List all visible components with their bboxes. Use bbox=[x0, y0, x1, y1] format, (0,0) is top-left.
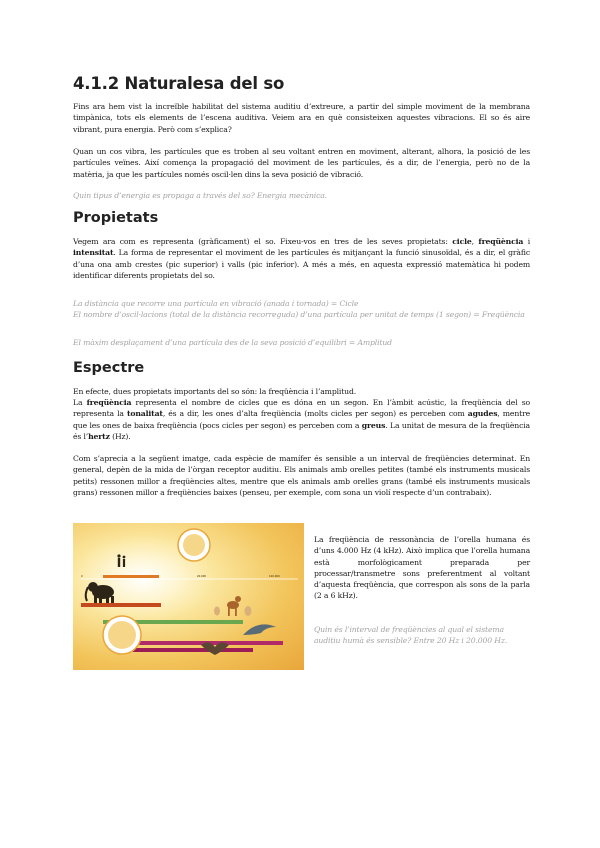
dolphin-icon bbox=[243, 624, 276, 635]
term-cicle: cicle bbox=[452, 237, 472, 246]
svg-text:100.000: 100.000 bbox=[269, 575, 280, 578]
propietats-heading: Propietats bbox=[73, 210, 159, 226]
dog-icon bbox=[227, 596, 241, 616]
espectre-paragraph-1: En efecte, dues propietats importants del so són: la freqüència i l’amplitud. bbox=[73, 387, 357, 396]
side-question: Quin és l’interval de freqüències al qual el sistema auditiu humà és sensible? Entre 20 Hz i 20.000 Hz. bbox=[314, 625, 508, 646]
term-intensitat: intensitat bbox=[73, 248, 114, 258]
propietats-question-2: El nombre d’oscil·lacions (total de la distància recorreguda) d’una partícula per unitat de temps (1 segon) = Freqüència bbox=[73, 310, 525, 319]
term-tonalitat: tonalitat bbox=[126, 409, 163, 419]
term-hertz: hertz bbox=[88, 431, 110, 441]
term-agudes: agudes bbox=[467, 409, 498, 419]
svg-text:0: 0 bbox=[81, 575, 83, 578]
term-greus: greus bbox=[361, 420, 386, 430]
section-heading: 4.1.2 Naturalesa del so bbox=[73, 74, 285, 93]
term-frequencia-2: freqüència bbox=[86, 398, 132, 407]
human-range-bar bbox=[103, 575, 159, 578]
intro-question: Quin tipus d’energia es propaga a través del so? Energia mecànica. bbox=[73, 191, 327, 200]
espectre-paragraph-3: Com s’aprecia a la següent imatge, cada espècie de mamífer és sensible a un interval de freqüències determinat. En general, depèn de la mida de l’òrgan receptor auditiu. Els animals amb orelles petites (també els instruments musicals petits) ressonen millor a freqüències altes, mentre que els animals amb orelles grans (també els instruments musicals grans) ressonen millor a freqüències baixes (penseu, per exemple, com sona un violí respecte d’un contrabaix). bbox=[73, 454, 530, 497]
zoom-circle-top bbox=[178, 529, 210, 561]
bat-range-bar bbox=[133, 648, 253, 652]
propietats-question-1: La distància que recorre una partícula en vibració (anada i tornada) = Cicle bbox=[73, 299, 359, 308]
espectre-heading: Espectre bbox=[73, 360, 145, 376]
espectre-paragraph-2: La freqüència representa el nombre de cicles que es dóna en un segon. En l’àmbit acústic, la freqüència del so representa la tonalitat, és a dir, les ones d’alta freqüència (molts cicles per segon) es perceben com agudes, mentre que les ones de baixa freqüència (pocs cicles per segon) es perceben com a greus. La unitat de mesura de la freqüència és l’hertz (Hz). bbox=[73, 398, 530, 441]
svg-text:20.000: 20.000 bbox=[197, 575, 207, 578]
intro-paragraph-1: Fins ara hem vist la increïble habilitat del sistema auditiu d’extreure, a partir del simple moviment de la membrana timpànica, tots els elements de l’escena auditiva. Veiem ara en què consisteixen aquestes vibracions. El so és aire vibrant, pura energia. Però com s’explica? bbox=[73, 102, 530, 134]
propietats-paragraph: Vegem ara com es representa (gràficament) el so. Fixeu-vos en tres de les seves propietats: cicle, freqüència i intensitat. La forma de representar el moviment de les partícules és mitjançant la funció sinusoïdal, és a dir, el gràfic d’una ona amb crestes (pic superior) i valls (pic inferior). A més a més, en aquesta expressió matemàtica hi podem identificar diferents propietats del so. bbox=[73, 237, 531, 280]
hearing-range-illustration bbox=[73, 523, 304, 670]
zoom-circle-bottom bbox=[103, 616, 141, 654]
intro-paragraph-2: Quan un cos vibra, les partícules que es troben al seu voltant entren en moviment, alterant, alhora, la posició de les partícules veïnes. Així comença la propagació del moviment de les partícules, és a dir, de l’energia, però no de la matèria, ja que les partícules només oscil·len dins la seva posició de vibració. bbox=[73, 147, 530, 179]
hearing-range-figure bbox=[73, 523, 304, 670]
term-frequencia: freqüència bbox=[478, 237, 524, 246]
propietats-question-3: El màxim desplaçament d’una partícula des de la seva posició d’equilibri = Amplitud bbox=[73, 338, 392, 347]
elephant-range-bar bbox=[81, 603, 161, 607]
side-paragraph: La freqüència de ressonància de l’orella humana és d’uns 4.000 Hz (4 kHz). Això implica que l’orella humana està morfològicament preparada per processar/transmetre sons preferentment al voltant d’aquesta freqüència, que correspon als sons de la parla (2 a 6 kHz). bbox=[314, 535, 530, 601]
